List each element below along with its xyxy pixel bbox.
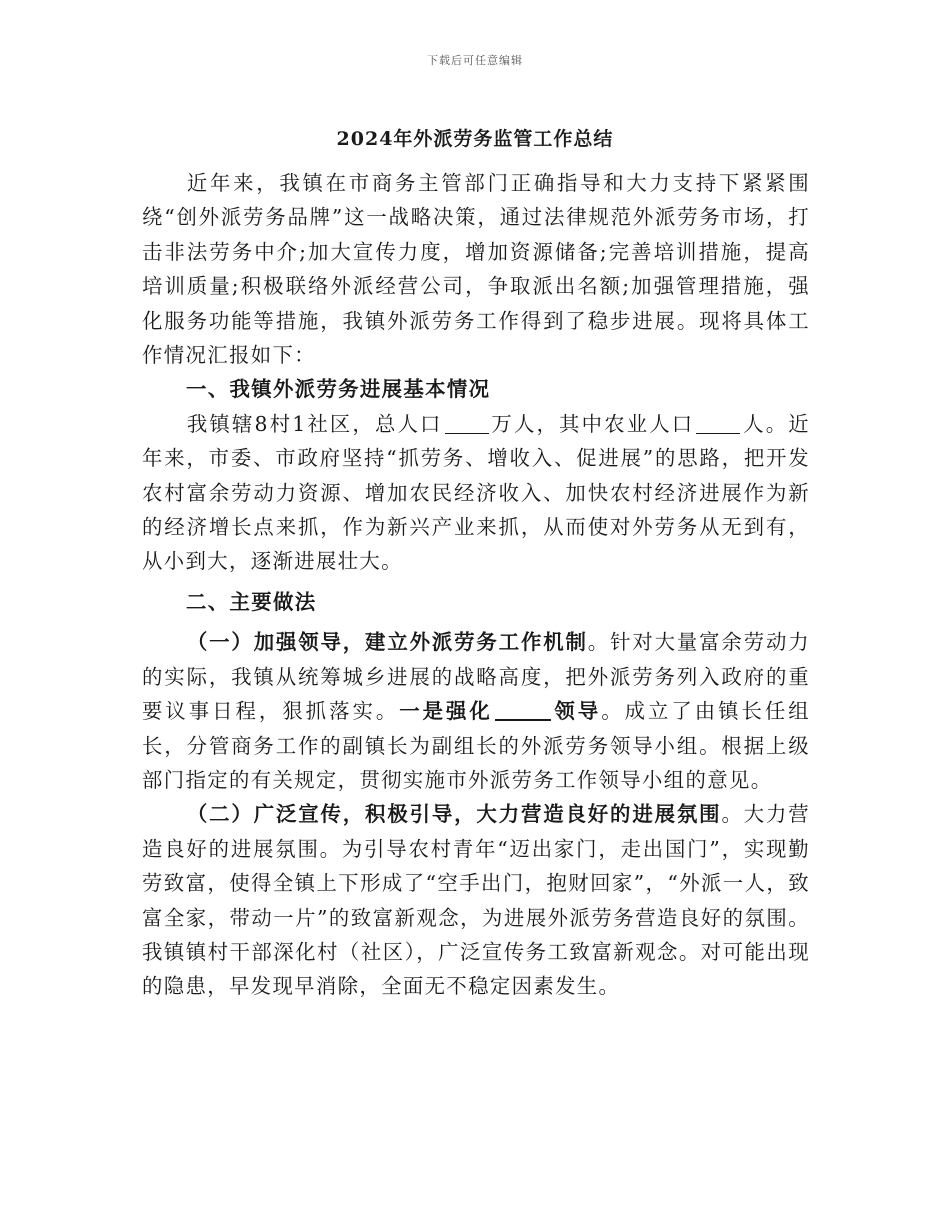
population-text-a: 我镇辖8村1社区，总人口	[186, 411, 443, 436]
section-1-paragraph	[142, 407, 810, 579]
population-text-b: 万人，其中农业人口	[490, 411, 695, 436]
subsection-2-lead: （二）广泛宣传，积极引导，大力营造良好的进展氛围	[186, 802, 722, 827]
agricultural-population-blank	[696, 412, 740, 433]
section-1-heading: 一、我镇外派劳务进展基本情况	[186, 377, 491, 402]
population-blank	[445, 412, 489, 433]
leadership-blank	[495, 699, 551, 721]
header-note: 下载后可任意编辑	[427, 54, 523, 67]
population-text-c: 人。近年来，市委、市政府坚持“抓劳务、增收入、促进展”的思路，把开发农村富余劳动力资源、增加农民经济收入、加快农村经济进展作为新的经济增长点来抓，作为新兴产业来抓，从而使对外劳务从无到有，从小到大，逐渐进展壮大。	[142, 411, 810, 574]
subsection-2-text: 。大力营造良好的进展氛围。为引导农村青年“迈出家门，走出国门”，实现勤劳致富，使得全镇上下形成了“空手出门，抱财回家”，“外派一人，致富全家，带动一片”的致富新观念，为进展外派劳务营造良好的氛围。我镇镇村干部深化村（社区），广泛宣传务工致富新观念。对可能出现的隐患，早发现早消除，全面无不稳定因素发生。	[142, 802, 810, 999]
subsection-1-bold-b: 领导	[552, 699, 602, 724]
intro-paragraph: 近年来，我镇在市商务主管部门正确指导和大力支持下紧紧围绕“创外派劳务品牌”这一战略决策，通过法律规范外派劳务市场，打击非法劳务中介;加大宣传力度，增加资源储备;完善培训措施，提高培训质量;积极联络外派经营公司，争取派出名额;加强管理措施，强化服务功能等措施，我镇外派劳务工作得到了稳步进展。现将具体工作情况汇报如下：	[142, 171, 810, 368]
section-2-heading: 二、主要做法	[186, 589, 317, 614]
subsection-1-text-b: 。成立了由镇长任组长，分管商务工作的副镇长为副组长的外派劳务领导小组。根据上级部门指定的有关规定，贯彻实施市外派劳务工作领导小组的意见。	[142, 699, 811, 792]
subsection-1-bold-a: 一是强化	[399, 699, 493, 724]
subsection-1-lead: （一）加强领导，建立外派劳务工作机制	[186, 630, 588, 655]
subsection-1-paragraph	[142, 625, 810, 797]
subsection-2-paragraph	[142, 797, 810, 1003]
subsection-1-text-a: 。针对大量富余劳动力的实际，我镇从统筹城乡进展的战略高度，把外派劳务列入政府的重要议事日程，狠抓落实。	[142, 630, 810, 724]
document-title: 2024年外派劳务监管工作总结	[336, 128, 614, 150]
document-body	[142, 166, 810, 1004]
